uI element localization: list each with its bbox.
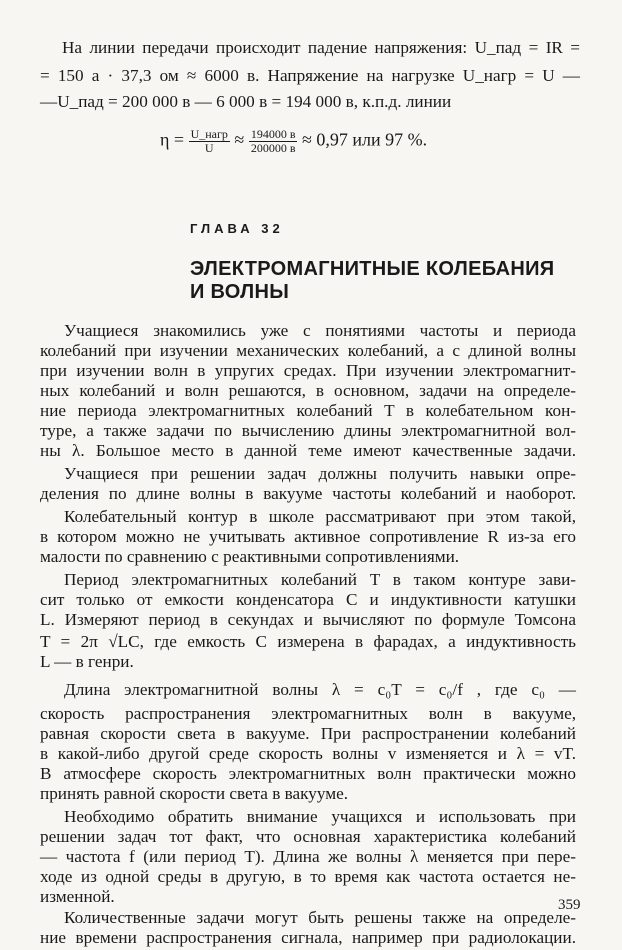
- intro-line: —U_пад = 200 000 в — 6 000 в = 194 000 в, к.п.д. линии: [40, 92, 452, 111]
- body-line: Учащиеся знакомились уже с понятиями частоты и периода: [64, 321, 576, 340]
- body-line: Колебательный контур в школе рассматривают при этом такой,: [64, 507, 576, 526]
- fraction-denominator: 200000 в: [250, 141, 296, 155]
- body-line: в котором можно не учитывать активное сопротивление R из-за его: [40, 527, 576, 546]
- body-line: ных колебаний и волн решаются, в основном, задачи на определе-: [40, 381, 576, 400]
- fraction-denominator: U: [204, 141, 214, 155]
- body-line: Количественные задачи могут быть решены также на определе-: [64, 908, 576, 927]
- body-line: скорость распространения электромагнитных волн в вакууме,: [40, 704, 576, 723]
- body-line: T = 2π √LC, где емкость C измерена в фарадах, а индуктивность: [40, 632, 576, 651]
- approx-sign: ≈: [234, 129, 245, 150]
- fraction-numerator: 194000 в: [250, 127, 296, 141]
- chapter-title-line: И ВОЛНЫ: [190, 281, 290, 303]
- body-line: туре, а также задачи по вычислению длины электромагнитной вол-: [40, 421, 576, 440]
- body-line: — частота f (или период T). Длина же волны λ меняется при пере-: [40, 847, 576, 866]
- formula-result: ≈ 0,97 или 97 %.: [301, 129, 428, 150]
- body-line: В атмосфере скорость электромагнитных волн практически можно: [40, 764, 576, 783]
- body-line: деления по длине волны в вакууме частоты колебаний и наоборот.: [40, 484, 576, 503]
- intro-line: = 150 а · 37,3 ом ≈ 6000 в. Напряжение на нагрузке U_нагр = U —: [40, 66, 580, 85]
- fraction-values: [249, 128, 298, 155]
- body-line: ние времени распространения сигнала, например при радиолокации.: [40, 928, 576, 947]
- formula-lhs: η =: [160, 129, 185, 150]
- fraction-numerator: U_нагр: [190, 127, 228, 141]
- body-line: L. Измеряют период в секундах и вычисляют по формуле Томсона: [40, 610, 576, 629]
- body-line: ны λ. Большое место в данной теме имеют качественные задачи.: [40, 441, 576, 460]
- body-line: в какой-либо другой среде скорость волны v изменяется и λ = vT.: [40, 744, 576, 763]
- body-line: изменной.: [40, 887, 115, 906]
- body-line: малости по сравнению с реактивными сопротивлениями.: [40, 547, 460, 566]
- fraction-voltage: [189, 128, 230, 155]
- body-line: решении задач тот факт, что основная характеристика колебаний: [40, 827, 576, 846]
- body-line: Учащиеся при решении задач должны получить навыки опре-: [64, 464, 576, 483]
- body-line: ние периода электромагнитных колебаний T в колебательном кон-: [40, 401, 576, 420]
- page-number: 359: [558, 897, 581, 913]
- body-line: сит только от емкости конденсатора C и индуктивности катушки: [40, 590, 576, 609]
- body-line: Длина электромагнитной волны λ = c₀T = c₀/f , где c₀ —: [64, 680, 576, 699]
- body-line: равная скорости света в вакууме. При распространении колебаний: [40, 724, 576, 743]
- body-line: Период электромагнитных колебаний T в таком контуре зави-: [64, 570, 576, 589]
- body-line: колебаний при изучении механических колебаний, а с длиной волны: [40, 341, 576, 360]
- intro-line: На линии передачи происходит падение напряжения: U_пад = IR =: [62, 38, 580, 57]
- body-line: при изучении волн в упругих средах. При изучении электромагнит-: [40, 361, 576, 380]
- body-line: ходе из одной среды в другую, в то время как частота остается не-: [40, 867, 576, 886]
- chapter-title-line: ЭЛЕКТРОМАГНИТНЫЕ КОЛЕБАНИЯ: [190, 258, 555, 280]
- chapter-label: ГЛАВА 32: [190, 221, 284, 236]
- body-line: принять равной скорости света в вакууме.: [40, 784, 349, 803]
- body-line: Необходимо обратить внимание учащихся и использовать при: [64, 807, 576, 826]
- efficiency-formula: [160, 128, 490, 168]
- body-line: L — в генри.: [40, 652, 134, 671]
